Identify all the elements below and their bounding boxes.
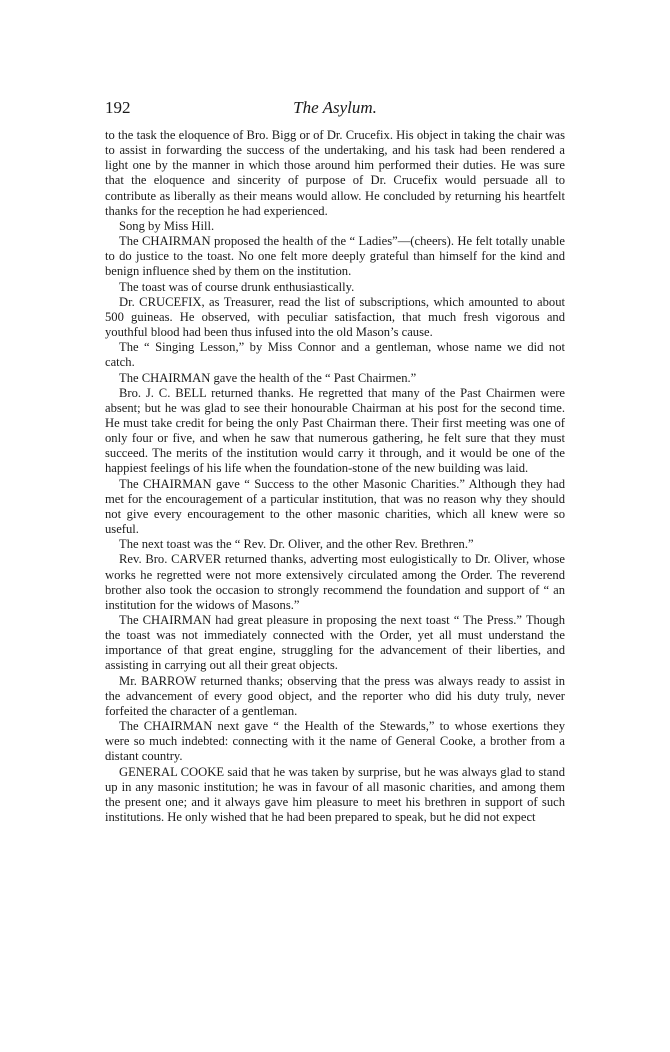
paragraph-5: Dr. CRUCEFIX, as Treasurer, read the list of subscriptions, which amounted to about 500 guineas. He observed, with peculiar satisfaction, that much fresh vigorous and youthful blood had been thus infused into the old Mason’s cause. [105, 294, 565, 340]
paragraph-4: The toast was of course drunk enthusiastically. [119, 279, 355, 294]
paragraph-11: Rev. Bro. CARVER returned thanks, adverting most eulogistically to Dr. Oliver, whose works he regretted were not more extensively circulated among the Order. The reverend brother also took the occasion to strongly recommend the foundation and support of “ an institution for the widows of Masons.” [105, 552, 565, 612]
paragraph-13: Mr. BARROW returned thanks; observing that the press was always ready to assist in the advancement of every good object, and the reporter who did his duty truly, never forfeited the character of a gentleman. [105, 673, 565, 718]
body-text [105, 128, 565, 825]
paragraph-6: The “ Singing Lesson,” by Miss Connor and a gentleman, whose name we did not catch. [105, 340, 565, 370]
page-header [105, 98, 565, 124]
page-number: 192 [105, 98, 131, 117]
paragraph-1: to the task the eloquence of Bro. Bigg or of Dr. Crucefix. His object in taking the chair was to assist in forwarding the success of the undertaking, and his task had been rendered a light one by the manner in which those around him performed their duties. He was sure that the eloquence and sincerity of purpose of Dr. Crucefix would persuade all to contribute as liberally as their means would allow. He concluded by returning his heartfelt thanks for the reception he had experienced. [105, 128, 565, 218]
paragraph-2: Song by Miss Hill. [119, 218, 215, 233]
running-title: The Asylum. [293, 98, 377, 117]
paragraph-3: The CHAIRMAN proposed the health of the “ Ladies”—(cheers). He felt totally unable to do justice to the toast. No one felt more deeply grateful than himself for the kind and benign influence shed by them on the institution. [105, 234, 565, 279]
paragraph-14: The CHAIRMAN next gave “ the Health of the Stewards,” to whose exertions they were so much indebted: connecting with it the name of General Cooke, a brother from a distant country. [105, 719, 565, 764]
document-page [105, 98, 565, 825]
paragraph-9: The CHAIRMAN gave “ Success to the other Masonic Charities.” Although they had met for the encouragement of a particular institution, that was no reason why they should not give every encouragement to the other masonic charities, which all knew were so useful. [105, 476, 565, 537]
paragraph-12: The CHAIRMAN had great pleasure in proposing the next toast “ The Press.” Though the toast was not immediately connected with the Order, yet all must understand the importance of that great engine, struggling for the advancement of their liberties, and assisting in carrying out all their great objects. [105, 613, 565, 673]
paragraph-8: Bro. J. C. BELL returned thanks. He regretted that many of the Past Chairmen were absent; but he was glad to see their honourable Chairman at his post for the second time. He must take credit for being the only Past Chairman there. Their first meeting was one of only four or five, and when he saw that numerous gathering, he felt sure that they must succeed. The merits of the institution would carry it through, and it would be one of the happiest feelings of his life when the foundation-stone of the new building was laid. [105, 385, 565, 476]
paragraph-7: The CHAIRMAN gave the health of the “ Past Chairmen.” [119, 370, 417, 385]
paragraph-15: GENERAL COOKE said that he was taken by surprise, but he was always glad to stand up in any masonic institution; he was in favour of all masonic charities, and among them the present one; and it always gave him pleasure to meet his brethren in support of such institutions. He only wished that he had been prepared to speak, but he did not expect [105, 764, 565, 825]
paragraph-10: The next toast was the “ Rev. Dr. Oliver, and the other Rev. Brethren.” [119, 537, 474, 552]
